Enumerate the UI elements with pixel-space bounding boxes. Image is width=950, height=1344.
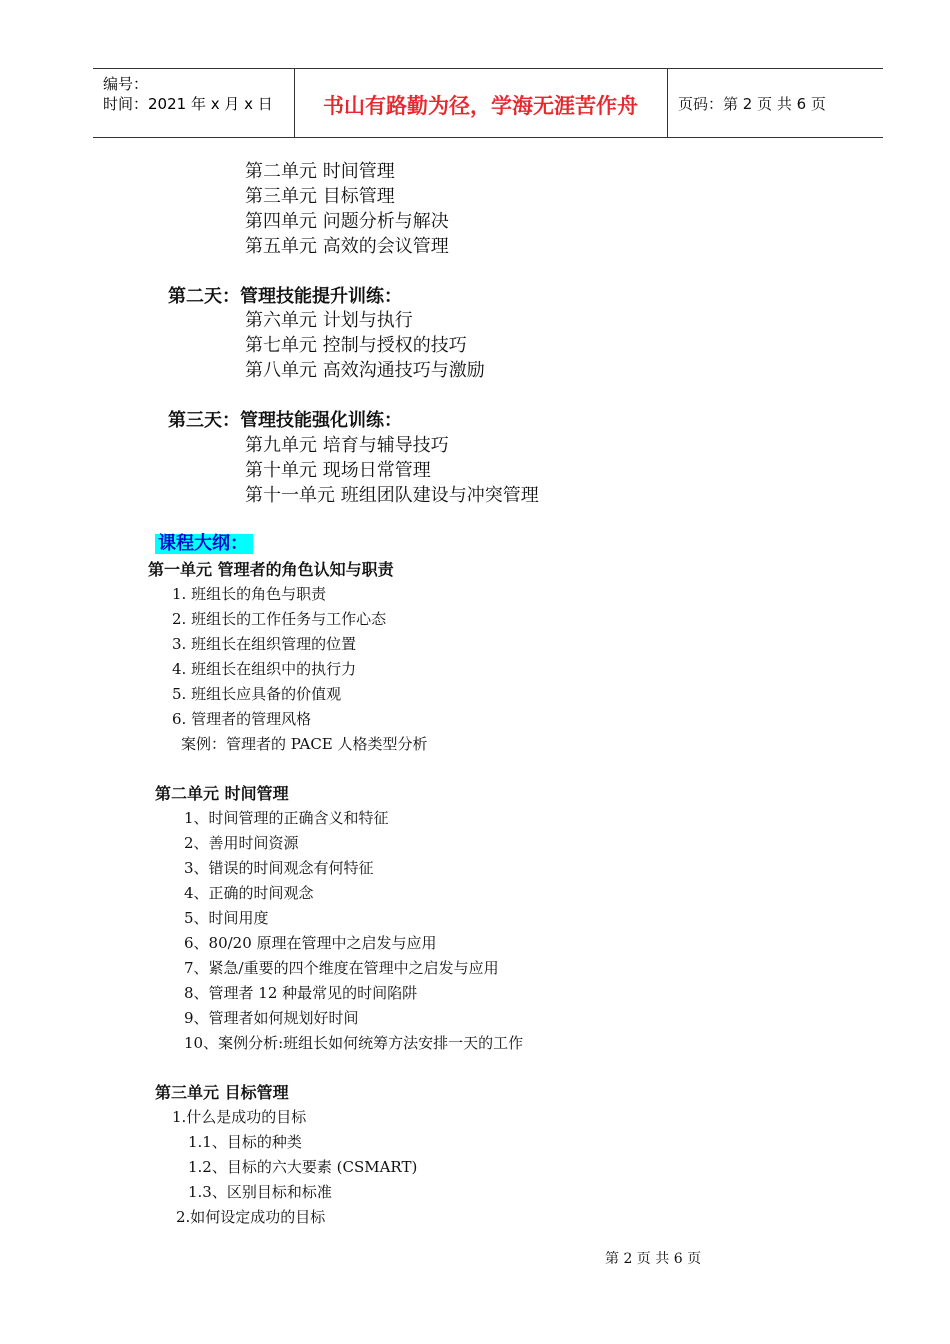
sub-list-item: 1.1、目标的种类 <box>188 1133 302 1151</box>
list-item: 10、案例分析:班组长如何统筹方法安排一天的工作 <box>184 1034 524 1052</box>
unit2-title: 第二单元 时间管理 <box>155 784 289 803</box>
list-item: 1.什么是成功的目标 <box>172 1108 307 1126</box>
day2-title: 第二天：管理技能提升训练： <box>168 286 402 307</box>
case-item: 案例：管理者的 PACE 人格类型分析 <box>181 735 428 753</box>
schedule-unit: 第八单元 高效沟通技巧与激励 <box>245 360 485 381</box>
time-label: 时间：2021 年 x 月 x 日 <box>103 95 273 113</box>
schedule-unit: 第十单元 现场日常管理 <box>245 460 431 481</box>
schedule-unit: 第二单元 时间管理 <box>245 161 395 182</box>
schedule-unit: 第十一单元 班组团队建设与冲突管理 <box>245 485 539 506</box>
list-item: 5、时间用度 <box>184 909 269 927</box>
list-item: 5. 班组长应具备的价值观 <box>172 685 342 703</box>
list-item: 8、管理者 12 种最常见的时间陷阱 <box>184 984 418 1002</box>
list-item: 1、时间管理的正确含义和特征 <box>184 809 389 827</box>
motto: 书山有路勤为径，学海无涯苦作舟 <box>323 94 638 118</box>
page-header <box>93 68 883 138</box>
day3-title: 第三天：管理技能强化训练： <box>168 410 402 431</box>
sub-list-item: 1.3、区别目标和标准 <box>188 1183 332 1201</box>
list-item: 3. 班组长在组织管理的位置 <box>172 635 357 653</box>
list-item: 2. 班组长的工作任务与工作心态 <box>172 610 387 628</box>
list-item: 6、80/20 原理在管理中之启发与应用 <box>184 934 437 952</box>
sub-list-item: 1.2、目标的六大要素 (CSMART) <box>188 1158 418 1176</box>
unit1-title: 第一单元 管理者的角色认知与职责 <box>148 560 394 579</box>
list-item: 3、错误的时间观念有何特征 <box>184 859 374 877</box>
list-item: 2.如何设定成功的目标 <box>176 1208 326 1226</box>
schedule-unit: 第九单元 培育与辅导技巧 <box>245 435 449 456</box>
schedule-unit: 第四单元 问题分析与解决 <box>245 211 449 232</box>
outline-title: 课程大纲： <box>158 533 248 554</box>
list-item: 4. 班组长在组织中的执行力 <box>172 660 357 678</box>
list-item: 2、善用时间资源 <box>184 834 299 852</box>
header-middle-cell <box>294 69 668 137</box>
schedule-unit: 第五单元 高效的会议管理 <box>245 236 449 257</box>
header-left-cell <box>93 69 295 137</box>
unit3-title: 第三单元 目标管理 <box>155 1083 289 1102</box>
schedule-unit: 第七单元 控制与授权的技巧 <box>245 335 467 356</box>
page-info: 页码：第 2 页 共 6 页 <box>678 95 826 113</box>
list-item: 6. 管理者的管理风格 <box>172 710 312 728</box>
outline-title-highlight <box>155 534 253 554</box>
list-item: 9、管理者如何规划好时间 <box>184 1009 359 1027</box>
page-footer: 第 2 页 共 6 页 <box>605 1251 702 1267</box>
header-right-cell <box>668 69 883 137</box>
list-item: 7、紧急/重要的四个维度在管理中之启发与应用 <box>184 959 499 977</box>
list-item: 1. 班组长的角色与职责 <box>172 585 327 603</box>
schedule-unit: 第三单元 目标管理 <box>245 186 395 207</box>
list-item: 4、正确的时间观念 <box>184 884 314 902</box>
schedule-unit: 第六单元 计划与执行 <box>245 310 413 331</box>
number-label: 编号： <box>103 75 149 93</box>
